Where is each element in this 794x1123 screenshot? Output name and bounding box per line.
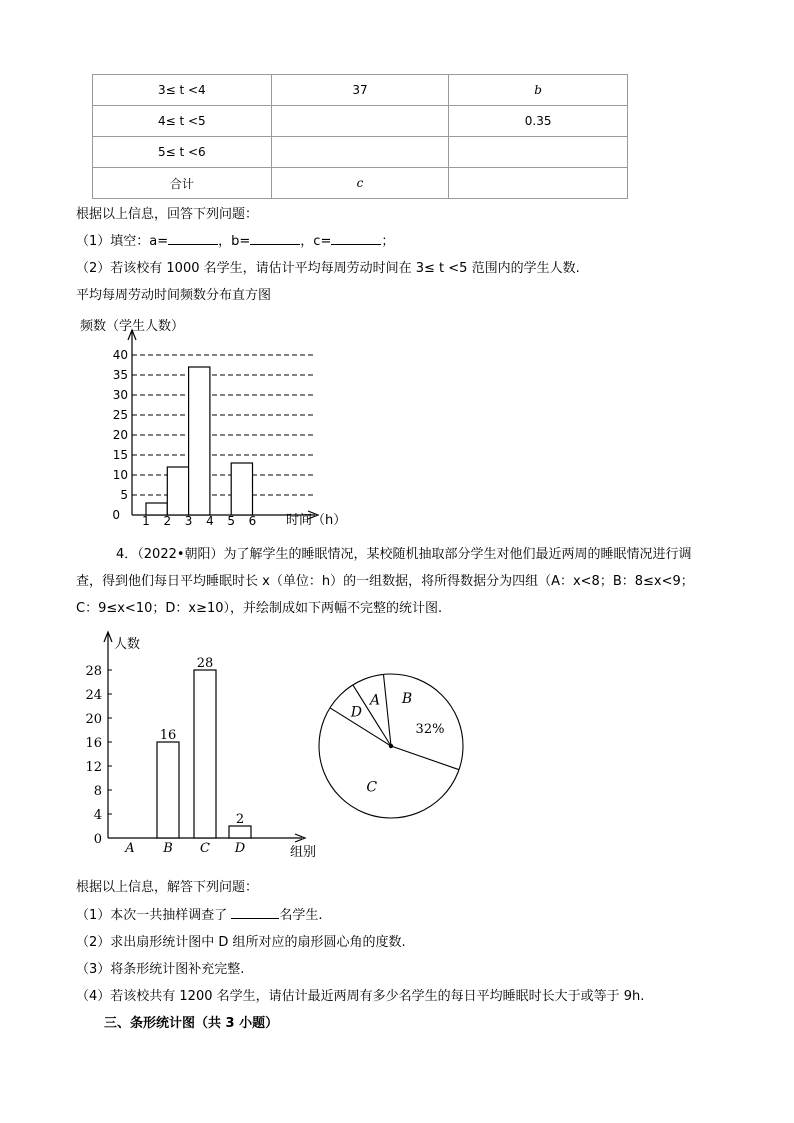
x-tick-label: 1 bbox=[142, 514, 150, 528]
q4-sub1-suffix: 名学生. bbox=[279, 908, 323, 923]
data-label: 28 bbox=[196, 656, 214, 671]
x-tick-label: 2 bbox=[163, 514, 172, 528]
bar-chart bbox=[80, 628, 340, 860]
q3-sub1 bbox=[76, 230, 394, 249]
y-axis-title: 频数（学生人数） bbox=[80, 319, 185, 334]
q4-sub2: （2）求出扇形统计图中 D 组所对应的扇形圆心角的度数. bbox=[76, 935, 406, 950]
y-tick-label: 0 bbox=[112, 508, 120, 522]
histogram-bar bbox=[167, 467, 188, 515]
y-tick-label: 28 bbox=[85, 664, 102, 679]
x-tick-label: 3 bbox=[184, 514, 193, 528]
histogram-chart bbox=[70, 310, 360, 535]
frequency-table bbox=[92, 74, 628, 199]
x-axis-title: 时间（h） bbox=[286, 513, 347, 528]
y-tick-label: 16 bbox=[85, 736, 102, 751]
y-tick-label: 4 bbox=[93, 808, 102, 823]
table-cell: 4≤ t <5 bbox=[93, 106, 272, 137]
q4-sub1 bbox=[76, 904, 323, 923]
histogram-bar bbox=[231, 463, 252, 515]
y-tick-label: 5 bbox=[120, 488, 128, 502]
pie-chart bbox=[310, 658, 480, 828]
x-tick-label: 5 bbox=[227, 514, 236, 528]
y-tick-label: 15 bbox=[112, 448, 128, 462]
histogram-title: 平均每周劳动时间频数分布直方图 bbox=[76, 288, 272, 303]
q4-para-1: 4．（2022•朝阳）为了解学生的睡眠情况，某校随机抽取部分学生对他们最近两周的睡眠情况进行调 bbox=[116, 547, 692, 562]
table-row bbox=[93, 137, 628, 168]
table-cell: b bbox=[449, 75, 628, 106]
pie-slice-label: C bbox=[366, 779, 378, 796]
y-tick-label: 12 bbox=[85, 760, 102, 775]
y-tick-label: 10 bbox=[112, 468, 128, 482]
histogram-bar bbox=[189, 367, 210, 515]
section-heading: 三、条形统计图（共 3 小题） bbox=[104, 1016, 279, 1031]
q4-sub1-label: （1）本次一共抽样调查了 bbox=[76, 908, 232, 923]
table-cell: 0.35 bbox=[449, 106, 628, 137]
y-axis-title: 人数 bbox=[114, 637, 141, 652]
table-cell: 37 bbox=[271, 75, 449, 106]
y-tick-label: 20 bbox=[85, 712, 102, 727]
q3-sub2: （2）若该校有 1000 名学生，请估计平均每周劳动时间在 3≤ t <5 范围内的学生人数. bbox=[76, 261, 580, 276]
bar bbox=[194, 670, 216, 838]
y-tick-label: 25 bbox=[112, 408, 128, 422]
pie-slice-label: A bbox=[369, 692, 381, 709]
bar bbox=[157, 742, 179, 838]
q4-sub3: （3）将条形统计图补充完整. bbox=[76, 962, 245, 977]
x-tick-label: 4 bbox=[206, 514, 214, 528]
table-cell bbox=[449, 168, 628, 199]
category-label: A bbox=[125, 841, 135, 856]
y-tick-label: 40 bbox=[112, 348, 128, 362]
x-tick-label: 6 bbox=[248, 514, 257, 528]
table-cell: 合计 bbox=[93, 168, 272, 199]
table-cell bbox=[449, 137, 628, 168]
q3-sub1-label: （1）填空：a= bbox=[76, 234, 169, 249]
pie-slice-label: B bbox=[401, 691, 413, 707]
table-cell: 5≤ t <6 bbox=[93, 137, 272, 168]
table-cell bbox=[271, 137, 449, 168]
bar bbox=[229, 826, 251, 838]
y-tick-label: 20 bbox=[112, 428, 128, 442]
table-row bbox=[93, 106, 628, 137]
y-tick-label: 8 bbox=[93, 784, 102, 799]
table-cell: c bbox=[271, 168, 449, 199]
data-label: 2 bbox=[235, 812, 245, 827]
q3-sub1-b-label: ，b= bbox=[218, 234, 251, 249]
answer-blank-c[interactable] bbox=[331, 232, 381, 245]
table-cell bbox=[271, 106, 449, 137]
answer-blank-count[interactable] bbox=[231, 906, 279, 919]
q4-intro: 根据以上信息，解答下列问题： bbox=[76, 880, 259, 895]
pie-slice-label: D bbox=[350, 704, 362, 721]
q3-sub1-end: ； bbox=[381, 234, 395, 249]
q3-sub1-c-label: ，c= bbox=[300, 234, 332, 249]
answer-blank-b[interactable] bbox=[250, 232, 300, 245]
answer-blank-a[interactable] bbox=[168, 232, 218, 245]
table-row bbox=[93, 168, 628, 199]
category-label: B bbox=[163, 841, 173, 856]
q4-para-3: C：9≤x<10；D：x≥10），并绘制成如下两幅不完整的统计图. bbox=[76, 601, 443, 616]
pie-percentage-label: 32% bbox=[415, 722, 445, 737]
q4-sub4: （4）若该校共有 1200 名学生，请估计最近两周有多少名学生的每日平均睡眠时长大于或等于 9h. bbox=[76, 989, 645, 1004]
y-tick-label: 0 bbox=[93, 832, 102, 847]
y-tick-label: 24 bbox=[85, 688, 102, 703]
category-label: D bbox=[234, 841, 246, 856]
category-label: C bbox=[200, 841, 210, 856]
x-axis-title: 组别 bbox=[290, 845, 317, 860]
table-cell: 3≤ t <4 bbox=[93, 75, 272, 106]
table-row bbox=[93, 75, 628, 106]
q4-para-2: 查，得到他们每日平均睡眠时长 x（单位：h）的一组数据，将所得数据分为四组（A：x<8；B：8≤x<9； bbox=[76, 574, 694, 589]
data-label: 16 bbox=[159, 728, 177, 743]
q3-intro: 根据以上信息，回答下列问题： bbox=[76, 207, 259, 222]
y-tick-label: 35 bbox=[112, 368, 128, 382]
pie-center bbox=[389, 744, 393, 748]
y-tick-label: 30 bbox=[112, 388, 128, 402]
